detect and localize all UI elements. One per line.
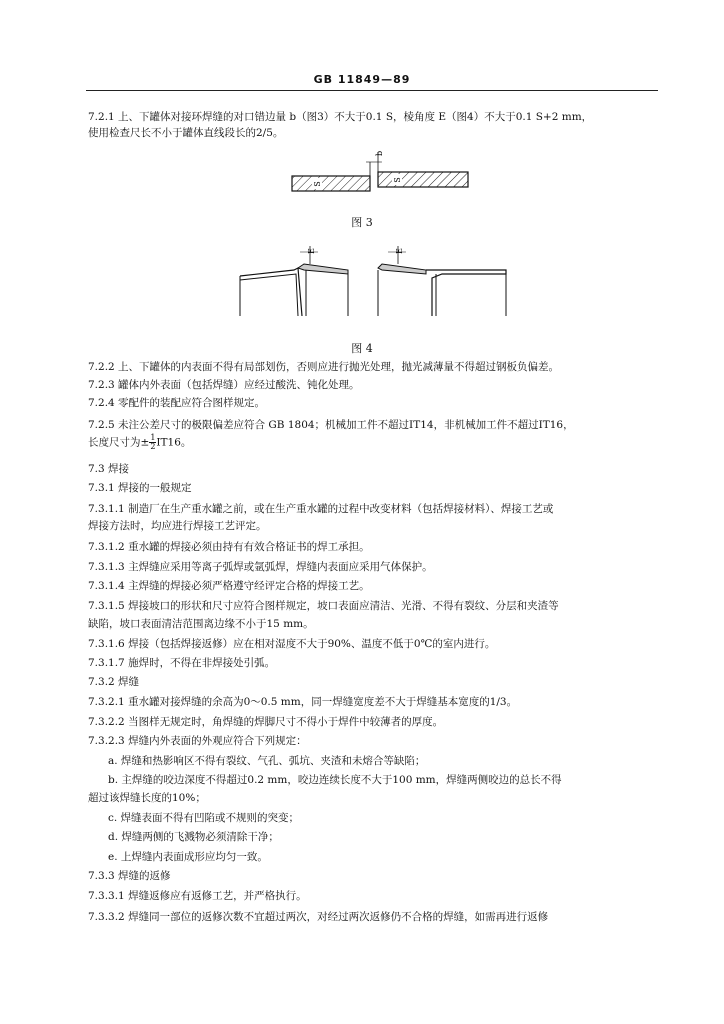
list-item-c: c. 焊缝表面不得有凹陷或不规则的突变；: [108, 812, 300, 824]
list-item-e: e. 上焊缝内表面成形应均匀一致。: [108, 851, 268, 863]
clause-7-2-5-line1: 7.2.5 未注公差尺寸的极限偏差应符合 GB 1804；机械加工件不超过IT14，非机械加工件不超过IT16，: [88, 419, 574, 431]
section-7-3-2-heading: 7.3.2 焊缝: [88, 676, 140, 688]
clause-7-3-1-1-line1: 7.3.1.1 制造厂在生产重水罐之前，或在生产重水罐的过程中改变材料（包括焊接材料）、焊接工艺或: [88, 503, 554, 515]
section-7-3-1-heading: 7.3.1 焊接的一般规定: [88, 482, 192, 494]
fig3-thickness-label-right: S: [393, 177, 402, 183]
clause-7-3-1-5-line2: 缺陷，坡口表面清洁范围离边缘不小于15 mm。: [88, 618, 314, 630]
section-7-3-heading: 7.3 焊接: [88, 463, 130, 475]
clause-7-3-3-2: 7.3.3.2 焊缝同一部位的返修次数不宜超过两次，对经过两次返修仍不合格的焊缝，如需再进行返修: [88, 911, 549, 923]
clause-7-3-1-2: 7.3.1.2 重水罐的焊接必须由持有有效合格证书的焊工承担。: [88, 541, 370, 553]
clause-7-3-3-1: 7.3.3.1 焊缝返修应有返修工艺，并严格执行。: [88, 890, 307, 902]
clause-7-2-1-line2: 使用检查尺长不小于罐体直线段长的2/5。: [88, 127, 284, 139]
clause-7-2-1-line1: 7.2.1 上、下罐体对接环焊缝的对口错边量 b（图3）不大于0.1 S，棱角度 E（图4）不大于0.1 S+2 mm，: [88, 111, 593, 123]
fig3-offset-label: b: [375, 150, 384, 156]
figure-4-caption: 图 4: [351, 342, 373, 355]
tolerance-prefix: 长度尺寸为±: [88, 436, 150, 449]
right-plate: [378, 172, 468, 187]
clause-7-3-2-3: 7.3.2.3 焊缝内外表面的外观应符合下列规定：: [88, 735, 307, 747]
clause-7-3-1-6: 7.3.1.6 焊接（包括焊接返修）应在相对湿度不大于90%、温度不低于0℃的室内进行。: [88, 638, 496, 650]
clause-7-3-1-3: 7.3.1.3 主焊缝应采用等离子弧焊或氩弧焊，焊缝内表面应采用气体保护。: [88, 561, 433, 573]
list-item-b-line1: b. 主焊缝的咬边深度不得超过0.2 mm，咬边连续长度不大于100 mm，焊缝两侧咬边的总长不得: [108, 774, 562, 786]
fraction-one-half: $\frac{1}{2}$: [150, 433, 156, 451]
clause-7-3-2-2: 7.3.2.2 当图样无规定时，角焊缝的焊脚尺寸不得小于焊件中较薄者的厚度。: [88, 716, 444, 728]
clause-7-3-1-5-line1: 7.3.1.5 焊接坡口的形状和尺寸应符合图样规定，坡口表面应清洁、光滑、不得有裂纹、分层和夹渣等: [88, 600, 559, 612]
fig3-thickness-label-left: S: [313, 181, 322, 187]
tolerance-suffix: IT16。: [156, 436, 192, 449]
clause-7-3-1-1-line2: 焊接方法时，均应进行焊接工艺评定。: [88, 520, 267, 532]
page-header: GB 11849—89: [313, 73, 411, 86]
left-plate: [292, 176, 370, 191]
figure-3-caption: 图 3: [351, 216, 373, 229]
clause-7-3-1-7: 7.3.1.7 施焊时，不得在非焊接处引弧。: [88, 657, 276, 669]
clause-7-2-3: 7.2.3 罐体内外表面（包括焊缝）应经过酸洗、钝化处理。: [88, 379, 360, 391]
list-item-d: d. 焊缝两侧的飞溅物必须清除干净；: [108, 831, 279, 843]
clause-7-2-2: 7.2.2 上、下罐体的内表面不得有局部划伤，否则应进行抛光处理，抛光减薄量不得超过钢板负偏差。: [88, 361, 560, 373]
list-item-a: a. 焊缝和热影响区不得有裂纹、气孔、弧坑、夹渣和未熔合等缺陷；: [108, 755, 426, 767]
header-rule: [86, 90, 658, 91]
fig4-angularity-label-left: E: [307, 248, 316, 254]
section-7-3-3-heading: 7.3.3 焊缝的返修: [88, 870, 171, 882]
figure-3-misalignment-diagram: [280, 148, 480, 208]
clause-7-2-4: 7.2.4 零配件的装配应符合图样规定。: [88, 397, 266, 409]
clause-7-3-2-1: 7.3.2.1 重水罐对接焊缝的余高为0～0.5 mm，同一焊缝宽度差不大于焊缝基本宽度的1/3。: [88, 696, 518, 708]
figure-4-angularity-diagram: [236, 244, 512, 320]
fig4-angularity-label-right: E: [395, 248, 404, 254]
list-item-b-line2: 超过该焊缝长度的10%；: [88, 792, 206, 804]
clause-7-3-1-4: 7.3.1.4 主焊缝的焊接必须严格遵守经评定合格的焊接工艺。: [88, 580, 370, 592]
clause-7-2-5-line2: [88, 434, 656, 451]
